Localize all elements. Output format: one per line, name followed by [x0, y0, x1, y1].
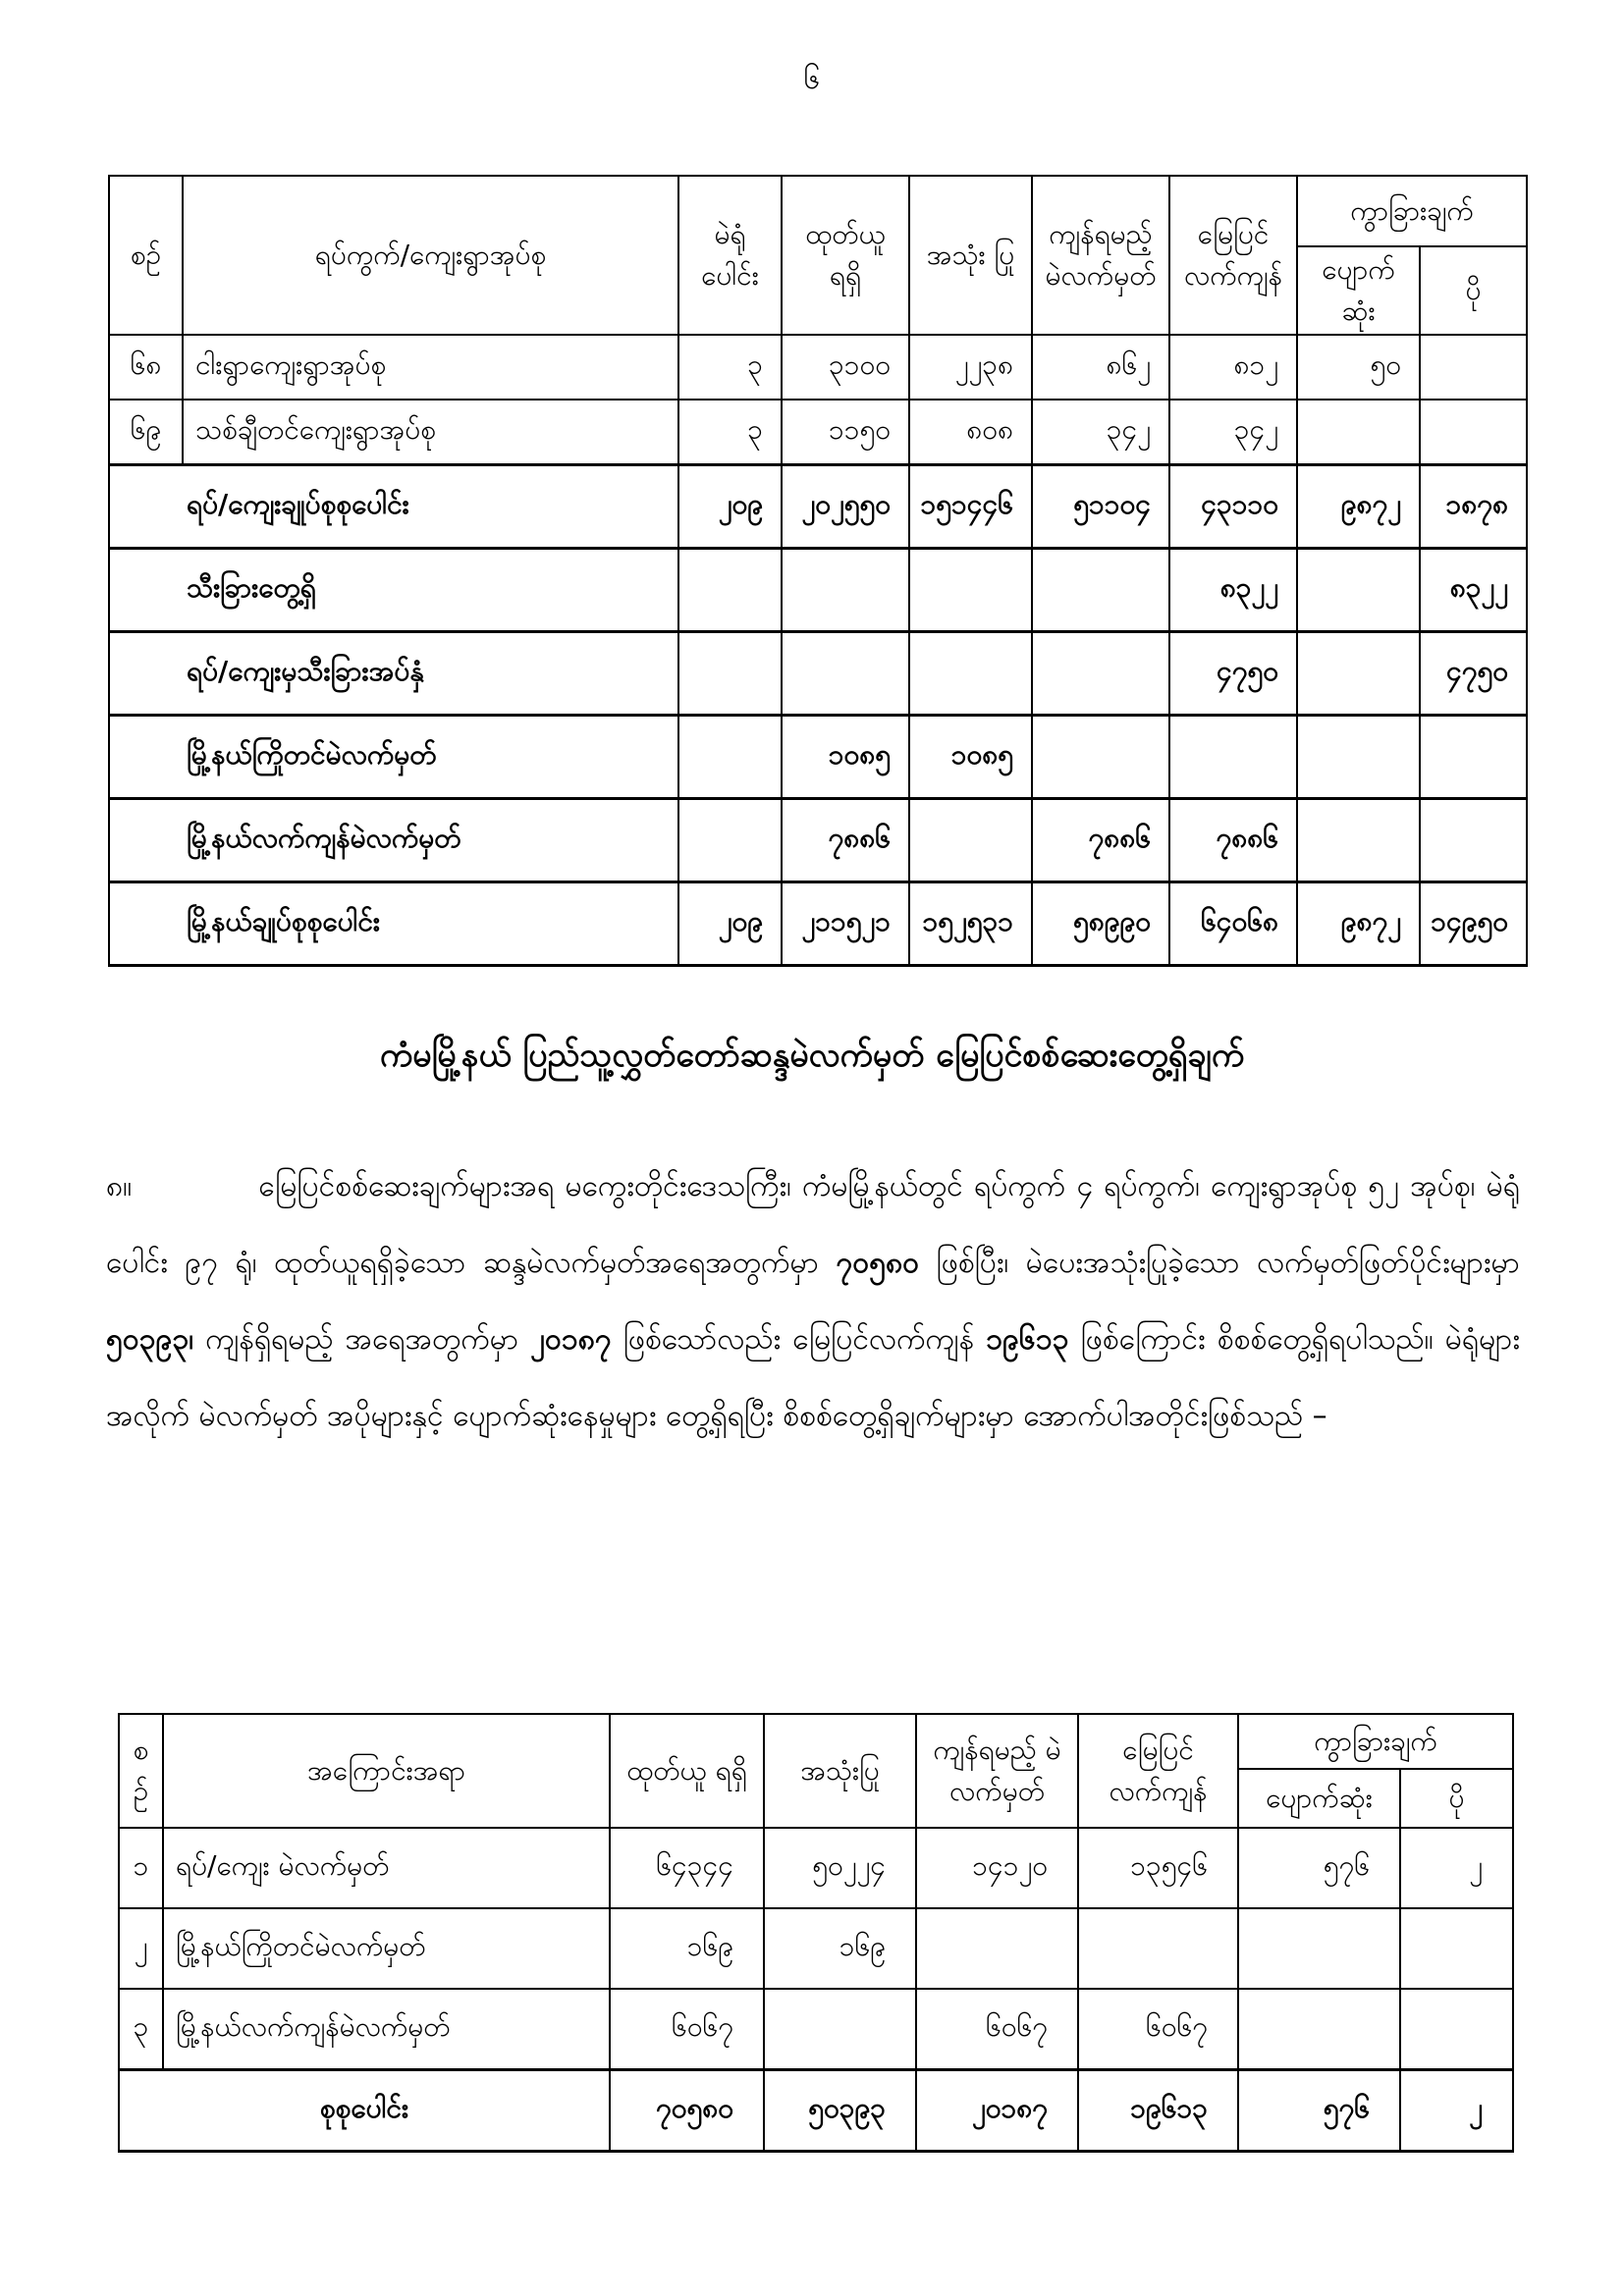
summary-label: မြို့နယ်ချုပ်စုစုပေါင်း — [109, 882, 678, 966]
header-missing: ပျောက်ဆုံး — [1238, 1769, 1400, 1828]
cell-used — [909, 632, 1032, 716]
paragraph-text: ဖြစ်သော်လည်း မြေပြင်လက်ကျန် — [623, 1322, 975, 1357]
header-ground-balance: မြေပြင် လက်ကျန် — [1169, 176, 1297, 335]
cell-remaining: ၈၆၂ — [1032, 335, 1169, 400]
cell-ground: ၈၁၂ — [1169, 335, 1297, 400]
cell-extra — [1420, 716, 1527, 799]
cell-missing: ၅၇၆ — [1238, 1828, 1400, 1908]
cell-stations: ၃ — [678, 335, 782, 400]
header-difference: ကွာခြားချက် — [1297, 176, 1527, 246]
cell-stations: ၂၀၉ — [678, 882, 782, 966]
cell-missing: ၉၈၇၂ — [1297, 882, 1420, 966]
cell-stations — [678, 549, 782, 632]
cell-serial: ၃ — [119, 1989, 163, 2070]
cell-received: ၂၀၂၅၅၀ — [782, 465, 909, 549]
table-header-row — [109, 176, 1527, 246]
cell-remaining: ၆၀၆၇ — [916, 1989, 1078, 2070]
cell-used — [764, 1989, 916, 2070]
total-ballots-value: ၇၀၅၈၀ — [836, 1246, 920, 1280]
cell-ground: ၁၉၆၁၃ — [1078, 2070, 1238, 2152]
grand-total-row — [109, 882, 1527, 966]
table-row — [119, 1828, 1513, 1908]
cell-ground: ၄၃၁၁၀ — [1169, 465, 1297, 549]
cell-extra: ၄၇၅၀ — [1420, 632, 1527, 716]
header-serial: စဉ် — [119, 1714, 163, 1828]
cell-missing — [1297, 632, 1420, 716]
summary-row — [109, 549, 1527, 632]
page-number: ၆ — [803, 62, 821, 96]
cell-extra — [1420, 335, 1527, 400]
cell-name: သစ်ချီတင်ကျေးရွာအုပ်စု — [183, 400, 678, 465]
cell-remaining — [916, 1908, 1078, 1989]
cell-remaining: ၇၈၈၆ — [1032, 799, 1169, 882]
cell-extra — [1400, 1908, 1513, 1989]
cell-used: ၈၀၈ — [909, 400, 1032, 465]
summary-label: ရပ်/ကျေးမှသီးခြားအပ်နှံ — [109, 632, 678, 716]
cell-missing — [1297, 400, 1420, 465]
header-difference: ကွာခြားချက် — [1238, 1714, 1513, 1769]
table1-body — [109, 335, 1527, 966]
cell-received: ၇၈၈၆ — [782, 799, 909, 882]
header-extra: ပို — [1400, 1769, 1513, 1828]
cell-received: ၆၀၆၇ — [610, 1989, 764, 2070]
cell-subject: မြို့နယ်ကြိုတင်မဲလက်မှတ် — [163, 1908, 610, 1989]
table-row — [109, 335, 1527, 400]
cell-used: ၁၅၂၅၃၁ — [909, 882, 1032, 966]
cell-remaining — [1032, 632, 1169, 716]
cell-missing — [1297, 716, 1420, 799]
cell-missing — [1238, 1989, 1400, 2070]
cell-used: ၁၆၉ — [764, 1908, 916, 1989]
paragraph-text: ကျန်ရှိရမည့် အရေအတွက်မှာ — [205, 1322, 519, 1357]
paragraph-text: မြေပြင်စစ်ဆေးချက်များအရ မကွေးတိုင်းဒေသကြီး၊ ကံမမြို့နယ်တွင် ရပ်ကွက် ၄ ရပ်ကွက်၊ ကျေးရွာအုပ်စု ၅၂ အုပ်စု၊ မဲရုံပေါင်း ၉၇ ရုံ၊ ထုတ်ယူရရှိခဲ့သော ဆန္ဒမဲလက်မှတ်အရေအတွက်မှာ — [106, 1169, 1520, 1280]
header-subject: အကြောင်းအရာ — [163, 1714, 610, 1828]
cell-stations: ၃ — [678, 400, 782, 465]
remaining-ballots-value: ၂၀၁၈၇ — [530, 1322, 612, 1357]
cell-remaining — [1032, 716, 1169, 799]
cell-missing — [1238, 1908, 1400, 1989]
header-received: ထုတ်ယူ ရရှိ — [610, 1714, 764, 1828]
header-missing: ပျောက် ဆုံး — [1297, 246, 1420, 335]
table-header-row — [119, 1714, 1513, 1769]
cell-extra: ၂ — [1400, 2070, 1513, 2152]
cell-extra — [1420, 799, 1527, 882]
header-serial: စဉ် — [109, 176, 183, 335]
ward-village-ballot-table — [108, 175, 1528, 967]
body-paragraph — [106, 1148, 1520, 1455]
table-row — [109, 400, 1527, 465]
paragraph-number: ၈။ — [106, 1169, 133, 1203]
summary-label: မြို့နယ်လက်ကျန်မဲလက်မှတ် — [109, 799, 678, 882]
cell-ground: ၃၄၂ — [1169, 400, 1297, 465]
cell-received: ၇၀၅၈၀ — [610, 2070, 764, 2152]
cell-received — [782, 549, 909, 632]
cell-extra — [1420, 400, 1527, 465]
header-remaining-ballots: ကျန်ရမည့် မဲလက်မှတ် — [1032, 176, 1169, 335]
summary-label: မြို့နယ်ကြိုတင်မဲလက်မှတ် — [109, 716, 678, 799]
table-row — [119, 1908, 1513, 1989]
paragraph-text: ဖြစ်ကြောင်း စိစစ်တွေ့ရှိရပါသည်။ မဲရုံများအလိုက် မဲလက်မှတ် အပိုများနှင့် ပျောက်ဆုံးနေမှုများ တွေ့ရှိရပြီး စိစစ်တွေ့ရှိချက်များမှာ အောက်ပါအတိုင်းဖြစ်သည် – — [106, 1322, 1520, 1433]
used-ballots-value: ၅၀၃၉၃၊ — [106, 1322, 194, 1357]
cell-subject: မြို့နယ်လက်ကျန်မဲလက်မှတ် — [163, 1989, 610, 2070]
cell-extra — [1400, 1989, 1513, 2070]
header-ground-balance: မြေပြင် လက်ကျန် — [1078, 1714, 1238, 1828]
cell-missing — [1297, 549, 1420, 632]
table2-body — [119, 1828, 1513, 2152]
header-used: အသုံးပြု — [764, 1714, 916, 1828]
cell-missing: ၉၈၇၂ — [1297, 465, 1420, 549]
cell-ground — [1169, 716, 1297, 799]
cell-stations — [678, 632, 782, 716]
cell-used: ၁၀၈၅ — [909, 716, 1032, 799]
cell-stations — [678, 716, 782, 799]
cell-serial: ၆၉ — [109, 400, 183, 465]
cell-received: ၃၁၀၀ — [782, 335, 909, 400]
cell-serial: ၆၈ — [109, 335, 183, 400]
cell-remaining — [1032, 549, 1169, 632]
header-received: ထုတ်ယူ ရရှိ — [782, 176, 909, 335]
cell-received: ၁၀၈၅ — [782, 716, 909, 799]
cell-remaining: ၂၀၁၈၇ — [916, 2070, 1078, 2152]
header-used: အသုံး ပြု — [909, 176, 1032, 335]
table1-header — [109, 176, 1527, 335]
cell-ground: ၁၃၅၄၆ — [1078, 1828, 1238, 1908]
cell-used: ၅၀၂၂၄ — [764, 1828, 916, 1908]
cell-serial: ၂ — [119, 1908, 163, 1989]
summary-label: သီးခြားတွေ့ရှိ — [109, 549, 678, 632]
cell-ground: ၆၀၆၇ — [1078, 1989, 1238, 2070]
cell-received: ၁၆၉ — [610, 1908, 764, 1989]
table-row — [119, 1989, 1513, 2070]
total-label: စုစုပေါင်း — [119, 2070, 610, 2152]
summary-label: ရပ်/ကျေးချုပ်စုစုပေါင်း — [109, 465, 678, 549]
cell-extra: ၁၄၉၅၀ — [1420, 882, 1527, 966]
cell-used: ၅၀၃၉၃ — [764, 2070, 916, 2152]
paragraph-text: ဖြစ်ပြီး၊ မဲပေးအသုံးပြုခဲ့သော လက်မှတ်ဖြတ်ပိုင်းများမှာ — [936, 1246, 1520, 1280]
cell-serial: ၁ — [119, 1828, 163, 1908]
header-remaining-ballots: ကျန်ရမည့် မဲလက်မှတ် — [916, 1714, 1078, 1828]
cell-extra: ၂ — [1400, 1828, 1513, 1908]
cell-received: ၁၁၅၀ — [782, 400, 909, 465]
cell-ground: ၇၈၈၆ — [1169, 799, 1297, 882]
cell-used: ၂၂၃၈ — [909, 335, 1032, 400]
header-extra: ပို — [1420, 246, 1527, 335]
cell-ground: ၈၃၂၂ — [1169, 549, 1297, 632]
ground-balance-value: ၁၉၆၁၃ — [986, 1322, 1069, 1357]
cell-missing: ၅၇၆ — [1238, 2070, 1400, 2152]
header-polling-stations: မဲရုံ ပေါင်း — [678, 176, 782, 335]
cell-stations: ၂၀၉ — [678, 465, 782, 549]
cell-used — [909, 549, 1032, 632]
cell-missing: ၅၀ — [1297, 335, 1420, 400]
header-ward-village-group: ရပ်ကွက်/ကျေးရွာအုပ်စု — [183, 176, 678, 335]
cell-missing — [1297, 799, 1420, 882]
cell-remaining: ၅၁၁၀၄ — [1032, 465, 1169, 549]
summary-row — [109, 632, 1527, 716]
cell-used — [909, 799, 1032, 882]
cell-remaining: ၅၈၉၉၀ — [1032, 882, 1169, 966]
findings-summary-table — [118, 1713, 1514, 2153]
cell-remaining: ၃၄၂ — [1032, 400, 1169, 465]
summary-row — [109, 716, 1527, 799]
cell-ground — [1078, 1908, 1238, 1989]
cell-received: ၆၄၃၄၄ — [610, 1828, 764, 1908]
table2-header — [119, 1714, 1513, 1828]
cell-subject: ရပ်/ကျေး မဲလက်မှတ် — [163, 1828, 610, 1908]
cell-extra: ၈၃၂၂ — [1420, 549, 1527, 632]
cell-remaining: ၁၄၁၂၀ — [916, 1828, 1078, 1908]
cell-stations — [678, 799, 782, 882]
summary-row — [109, 799, 1527, 882]
summary-row — [109, 465, 1527, 549]
cell-ground: ၆၄၀၆၈ — [1169, 882, 1297, 966]
section-heading: ကံမမြို့နယ် ပြည်သူ့လွှတ်တော်ဆန္ဒမဲလက်မှတ် မြေပြင်စစ်ဆေးတွေ့ရှိချက် — [379, 1036, 1245, 1075]
cell-extra: ၁၈၇၈ — [1420, 465, 1527, 549]
cell-received: ၂၁၁၅၂၁ — [782, 882, 909, 966]
cell-used: ၁၅၁၄၄၆ — [909, 465, 1032, 549]
cell-name: ငါးရွာကျေးရွာအုပ်စု — [183, 335, 678, 400]
total-row — [119, 2070, 1513, 2152]
cell-received — [782, 632, 909, 716]
cell-ground: ၄၇၅၀ — [1169, 632, 1297, 716]
